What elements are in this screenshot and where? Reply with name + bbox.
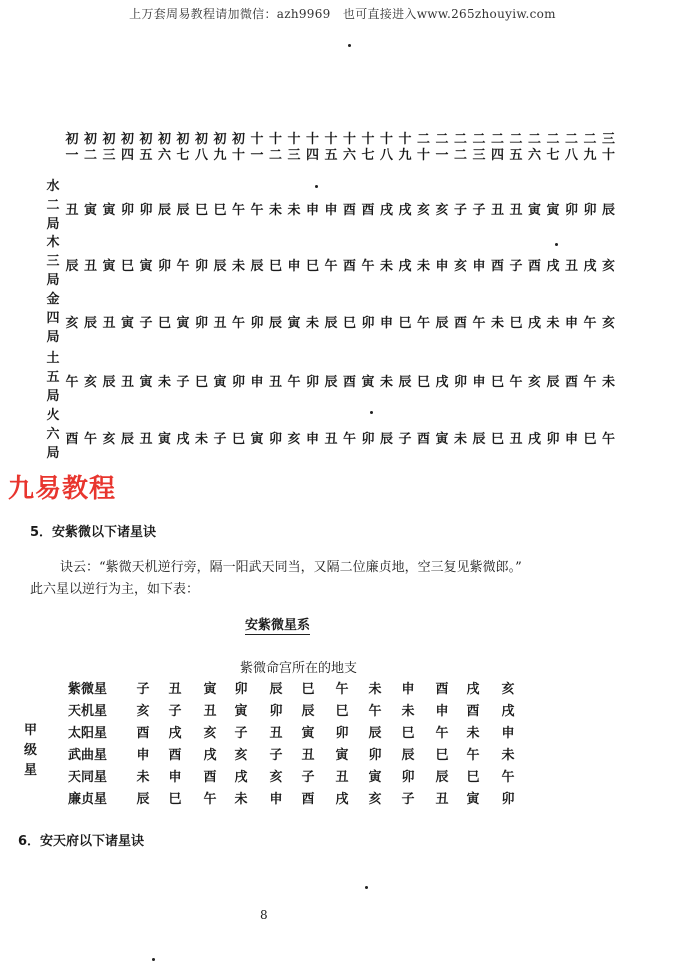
branch-cell: 巳: [194, 203, 208, 218]
star-table-cell: 子: [401, 792, 415, 807]
star-table-cell: 未: [368, 682, 382, 697]
branch-cell: 亥: [435, 203, 449, 218]
branch-cell: 戌: [398, 203, 412, 218]
branch-cell: 午: [324, 259, 338, 274]
branch-cell: 辰: [83, 316, 97, 331]
branch-cell: 酉: [65, 432, 79, 447]
branch-cell: 巳: [305, 259, 319, 274]
star-table-cell: 卯: [269, 704, 283, 719]
star-name: 天机星: [68, 704, 108, 719]
star-table-cell: 子: [301, 770, 315, 785]
branch-cell: 酉: [342, 259, 356, 274]
day-header-cell: 初 四: [120, 132, 134, 163]
star-name: 廉贞星: [68, 792, 108, 807]
day-header-cell: 二 六: [527, 132, 541, 163]
branch-cell: 申: [472, 259, 486, 274]
star-table-cell: 巳: [466, 770, 480, 785]
star-table-cell: 申: [269, 792, 283, 807]
star-table-cell: 申: [501, 726, 515, 741]
branch-cell: 卯: [157, 259, 171, 274]
branch-cell: 申: [305, 432, 319, 447]
branch-cell: 子: [509, 259, 523, 274]
star-table-cell: 亥: [203, 726, 217, 741]
scan-speck: [365, 886, 368, 889]
day-header-cell: 十 七: [361, 132, 375, 163]
star-table-cell: 午: [435, 726, 449, 741]
branch-cell: 巳: [157, 316, 171, 331]
branch-cell: 卯: [546, 432, 560, 447]
star-table-cell: 未: [501, 748, 515, 763]
branch-cell: 辰: [250, 259, 264, 274]
branch-cell: 丑: [490, 203, 504, 218]
branch-cell: 子: [398, 432, 412, 447]
branch-cell: 午: [583, 375, 597, 390]
star-table-cell: 戌: [501, 704, 515, 719]
branch-cell: 辰: [324, 316, 338, 331]
star-table-cell: 酉: [168, 748, 182, 763]
star-table-cell: 巳: [301, 682, 315, 697]
star-table-cell: 午: [466, 748, 480, 763]
branch-cell: 辰: [268, 316, 282, 331]
branch-cell: 巳: [120, 259, 134, 274]
branch-cell: 卯: [250, 316, 264, 331]
branch-cell: 卯: [194, 316, 208, 331]
ju-label: 木 三 局: [46, 235, 60, 288]
star-table-cell: 辰: [301, 704, 315, 719]
branch-cell: 未: [287, 203, 301, 218]
branch-cell: 卯: [268, 432, 282, 447]
branch-cell: 丑: [509, 203, 523, 218]
star-table-cell: 亥: [269, 770, 283, 785]
star-table-cell: 未: [401, 704, 415, 719]
branch-cell: 未: [379, 375, 393, 390]
branch-cell: 亥: [416, 203, 430, 218]
branch-cell: 卯: [194, 259, 208, 274]
table-title: 安紫微星系: [245, 614, 310, 635]
ju-label: 金 四 局: [46, 292, 60, 345]
branch-cell: 戌: [546, 259, 560, 274]
star-table-cell: 辰: [136, 792, 150, 807]
watermark-logo: 九易教程: [8, 474, 117, 504]
star-table-cell: 丑: [301, 748, 315, 763]
star-table-cell: 亥: [368, 792, 382, 807]
star-table-cell: 辰: [435, 770, 449, 785]
branch-cell: 午: [83, 432, 97, 447]
day-header-cell: 三 十: [601, 132, 615, 163]
branch-cell: 亥: [102, 432, 116, 447]
star-table-cell: 酉: [203, 770, 217, 785]
branch-cell: 酉: [564, 375, 578, 390]
branch-cell: 丑: [509, 432, 523, 447]
day-header-cell: 初 六: [157, 132, 171, 163]
branch-cell: 卯: [305, 375, 319, 390]
branch-cell: 申: [250, 375, 264, 390]
star-table-cell: 寅: [466, 792, 480, 807]
day-header-cell: 十 九: [398, 132, 412, 163]
star-table-cell: 午: [203, 792, 217, 807]
branch-cell: 卯: [583, 203, 597, 218]
branch-cell: 辰: [65, 259, 79, 274]
branch-cell: 酉: [527, 259, 541, 274]
branch-cell: 寅: [176, 316, 190, 331]
page-number: 8: [260, 908, 268, 922]
branch-cell: 辰: [102, 375, 116, 390]
day-header-cell: 初 一: [65, 132, 79, 163]
star-table-cell: 寅: [335, 748, 349, 763]
branch-cell: 亥: [83, 375, 97, 390]
branch-cell: 亥: [453, 259, 467, 274]
branch-cell: 申: [435, 259, 449, 274]
branch-cell: 辰: [601, 203, 615, 218]
star-table-cell: 卯: [501, 792, 515, 807]
branch-cell: 申: [472, 375, 486, 390]
branch-cell: 未: [194, 432, 208, 447]
branch-cell: 子: [176, 375, 190, 390]
branch-cell: 辰: [435, 316, 449, 331]
star-table-cell: 酉: [435, 682, 449, 697]
star-table-cell: 辰: [368, 726, 382, 741]
branch-cell: 辰: [398, 375, 412, 390]
branch-cell: 午: [361, 259, 375, 274]
branch-cell: 寅: [102, 203, 116, 218]
star-table-cell: 辰: [269, 682, 283, 697]
branch-cell: 亥: [527, 375, 541, 390]
star-table-cell: 未: [466, 726, 480, 741]
day-header-cell: 初 八: [194, 132, 208, 163]
day-header-cell: 二 三: [472, 132, 486, 163]
branch-cell: 寅: [361, 375, 375, 390]
star-name: 天同星: [68, 770, 108, 785]
branch-cell: 亥: [65, 316, 79, 331]
scan-speck: [555, 243, 558, 246]
branch-cell: 酉: [416, 432, 430, 447]
group-label: 甲 级 星: [24, 723, 38, 778]
branch-cell: 未: [546, 316, 560, 331]
star-table-cell: 寅: [234, 704, 248, 719]
branch-cell: 辰: [176, 203, 190, 218]
branch-cell: 戌: [379, 203, 393, 218]
star-table-cell: 戌: [335, 792, 349, 807]
star-table-cell: 戌: [203, 748, 217, 763]
star-name: 武曲星: [68, 748, 108, 763]
star-table-cell: 卯: [368, 748, 382, 763]
star-table-cell: 子: [136, 682, 150, 697]
branch-cell: 寅: [546, 203, 560, 218]
page-header-banner: 上万套周易教程请加微信：azh9969 也可直接进入www.265zhouyiw.com: [129, 7, 556, 21]
branch-cell: 子: [213, 432, 227, 447]
branch-cell: 戌: [398, 259, 412, 274]
branch-cell: 酉: [453, 316, 467, 331]
branch-cell: 丑: [139, 432, 153, 447]
day-header-cell: 十 二: [268, 132, 282, 163]
branch-cell: 亥: [601, 259, 615, 274]
day-header-cell: 十 八: [379, 132, 393, 163]
day-header-cell: 二 七: [546, 132, 560, 163]
star-table-cell: 卯: [234, 682, 248, 697]
branch-cell: 未: [601, 375, 615, 390]
branch-cell: 巳: [509, 316, 523, 331]
star-table-cell: 丑: [335, 770, 349, 785]
branch-cell: 酉: [342, 203, 356, 218]
branch-cell: 申: [287, 259, 301, 274]
branch-cell: 亥: [601, 316, 615, 331]
branch-cell: 卯: [361, 432, 375, 447]
branch-cell: 未: [231, 259, 245, 274]
branch-cell: 丑: [120, 375, 134, 390]
branch-cell: 子: [472, 203, 486, 218]
star-table-cell: 巳: [435, 748, 449, 763]
branch-cell: 午: [583, 316, 597, 331]
day-header-cell: 二 四: [490, 132, 504, 163]
branch-cell: 午: [509, 375, 523, 390]
branch-cell: 戌: [583, 259, 597, 274]
branch-cell: 寅: [120, 316, 134, 331]
branch-cell: 辰: [472, 432, 486, 447]
star-table-cell: 子: [269, 748, 283, 763]
branch-cell: 辰: [324, 375, 338, 390]
ju-label: 土 五 局: [46, 351, 60, 404]
branch-cell: 酉: [342, 375, 356, 390]
branch-cell: 寅: [287, 316, 301, 331]
branch-cell: 寅: [213, 375, 227, 390]
branch-cell: 丑: [324, 432, 338, 447]
branch-cell: 巳: [490, 432, 504, 447]
branch-cell: 巳: [583, 432, 597, 447]
day-header-cell: 十 六: [342, 132, 356, 163]
branch-cell: 卯: [564, 203, 578, 218]
branch-cell: 卯: [139, 203, 153, 218]
star-table-cell: 巳: [168, 792, 182, 807]
star-table-cell: 酉: [301, 792, 315, 807]
day-header-cell: 二 八: [564, 132, 578, 163]
branch-cell: 申: [305, 203, 319, 218]
day-header-cell: 十 三: [287, 132, 301, 163]
branch-cell: 未: [490, 316, 504, 331]
branch-cell: 巳: [490, 375, 504, 390]
branch-cell: 午: [472, 316, 486, 331]
ju-label: 水 二 局: [46, 179, 60, 232]
day-header-cell: 初 三: [102, 132, 116, 163]
branch-cell: 寅: [157, 432, 171, 447]
branch-cell: 卯: [120, 203, 134, 218]
star-table-cell: 丑: [203, 704, 217, 719]
branch-cell: 丑: [268, 375, 282, 390]
branch-cell: 午: [176, 259, 190, 274]
branch-cell: 寅: [139, 375, 153, 390]
star-table-cell: 未: [136, 770, 150, 785]
branch-cell: 未: [157, 375, 171, 390]
branch-cell: 午: [231, 316, 245, 331]
table-subtitle: 紫微命宫所在的地支: [240, 661, 358, 676]
ju-label: 火 六 局: [46, 408, 60, 461]
star-table-cell: 子: [168, 704, 182, 719]
star-table-cell: 申: [136, 748, 150, 763]
branch-cell: 亥: [287, 432, 301, 447]
branch-cell: 申: [564, 316, 578, 331]
branch-cell: 辰: [379, 432, 393, 447]
branch-cell: 申: [324, 203, 338, 218]
day-header-cell: 二 二: [453, 132, 467, 163]
branch-cell: 巳: [213, 203, 227, 218]
branch-cell: 子: [453, 203, 467, 218]
branch-cell: 午: [65, 375, 79, 390]
branch-cell: 未: [416, 259, 430, 274]
branch-cell: 午: [601, 432, 615, 447]
branch-cell: 戌: [527, 432, 541, 447]
branch-cell: 寅: [139, 259, 153, 274]
scan-speck: [315, 185, 318, 188]
branch-cell: 寅: [435, 432, 449, 447]
branch-cell: 巳: [268, 259, 282, 274]
day-header-cell: 十 一: [250, 132, 264, 163]
branch-cell: 寅: [83, 203, 97, 218]
branch-cell: 丑: [83, 259, 97, 274]
day-header-cell: 初 十: [231, 132, 245, 163]
star-table-cell: 午: [335, 682, 349, 697]
day-header-cell: 初 五: [139, 132, 153, 163]
star-table-cell: 卯: [401, 770, 415, 785]
verse-text: 诀云：“紫微天机逆行旁，隔一阳武天同当，又隔二位廉贞地，空三复见紫微郎。”: [60, 560, 522, 575]
branch-cell: 丑: [65, 203, 79, 218]
branch-cell: 寅: [102, 259, 116, 274]
branch-cell: 卯: [231, 375, 245, 390]
section-5-title: 5．安紫微以下诸星诀: [30, 525, 157, 540]
branch-cell: 丑: [213, 316, 227, 331]
star-table-cell: 寅: [203, 682, 217, 697]
branch-cell: 寅: [250, 432, 264, 447]
scan-speck: [370, 411, 373, 414]
note-text: 此六星以逆行为主，如下表：: [30, 582, 200, 597]
branch-cell: 巳: [342, 316, 356, 331]
star-table-cell: 巳: [401, 726, 415, 741]
branch-cell: 酉: [361, 203, 375, 218]
branch-cell: 巳: [194, 375, 208, 390]
star-table-cell: 申: [401, 682, 415, 697]
star-table-cell: 未: [234, 792, 248, 807]
star-table-cell: 亥: [234, 748, 248, 763]
star-table-cell: 辰: [401, 748, 415, 763]
branch-cell: 申: [564, 432, 578, 447]
day-header-cell: 二 十: [416, 132, 430, 163]
star-table-cell: 亥: [501, 682, 515, 697]
star-table-cell: 寅: [368, 770, 382, 785]
branch-cell: 巳: [231, 432, 245, 447]
branch-cell: 未: [379, 259, 393, 274]
star-table-cell: 申: [168, 770, 182, 785]
branch-cell: 卯: [453, 375, 467, 390]
day-header-cell: 二 五: [509, 132, 523, 163]
branch-cell: 丑: [564, 259, 578, 274]
day-header-cell: 初 九: [213, 132, 227, 163]
branch-cell: 巳: [416, 375, 430, 390]
branch-cell: 辰: [157, 203, 171, 218]
branch-cell: 午: [287, 375, 301, 390]
star-table-cell: 丑: [269, 726, 283, 741]
branch-cell: 午: [250, 203, 264, 218]
branch-cell: 午: [231, 203, 245, 218]
day-header-cell: 十 四: [305, 132, 319, 163]
branch-cell: 巳: [398, 316, 412, 331]
star-table-cell: 丑: [435, 792, 449, 807]
branch-cell: 丑: [102, 316, 116, 331]
star-table-cell: 丑: [168, 682, 182, 697]
star-table-cell: 卯: [335, 726, 349, 741]
branch-cell: 戌: [527, 316, 541, 331]
star-table-cell: 申: [435, 704, 449, 719]
star-table-cell: 巳: [335, 704, 349, 719]
branch-cell: 未: [453, 432, 467, 447]
star-table-cell: 戌: [234, 770, 248, 785]
branch-cell: 卯: [361, 316, 375, 331]
day-header-cell: 二 一: [435, 132, 449, 163]
branch-cell: 申: [379, 316, 393, 331]
day-header-cell: 初 二: [83, 132, 97, 163]
star-table-cell: 午: [501, 770, 515, 785]
branch-cell: 辰: [120, 432, 134, 447]
branch-cell: 午: [416, 316, 430, 331]
star-table-cell: 酉: [136, 726, 150, 741]
branch-cell: 寅: [527, 203, 541, 218]
star-name: 紫微星: [68, 682, 108, 697]
day-header-cell: 初 七: [176, 132, 190, 163]
branch-cell: 戌: [176, 432, 190, 447]
branch-cell: 辰: [546, 375, 560, 390]
branch-cell: 未: [305, 316, 319, 331]
branch-cell: 子: [139, 316, 153, 331]
star-table-cell: 午: [368, 704, 382, 719]
branch-cell: 戌: [435, 375, 449, 390]
star-table-cell: 亥: [136, 704, 150, 719]
star-table-cell: 子: [234, 726, 248, 741]
star-name: 太阳星: [68, 726, 108, 741]
day-header-cell: 十 五: [324, 132, 338, 163]
star-table-cell: 戌: [168, 726, 182, 741]
scan-speck: [152, 958, 155, 961]
star-table-cell: 酉: [466, 704, 480, 719]
branch-cell: 酉: [490, 259, 504, 274]
star-table-cell: 戌: [466, 682, 480, 697]
branch-cell: 未: [268, 203, 282, 218]
branch-cell: 午: [342, 432, 356, 447]
star-table-cell: 寅: [301, 726, 315, 741]
scan-speck: [348, 44, 351, 47]
branch-cell: 辰: [213, 259, 227, 274]
section-6-title: 6．安天府以下诸星诀: [18, 834, 145, 849]
day-header-cell: 二 九: [583, 132, 597, 163]
